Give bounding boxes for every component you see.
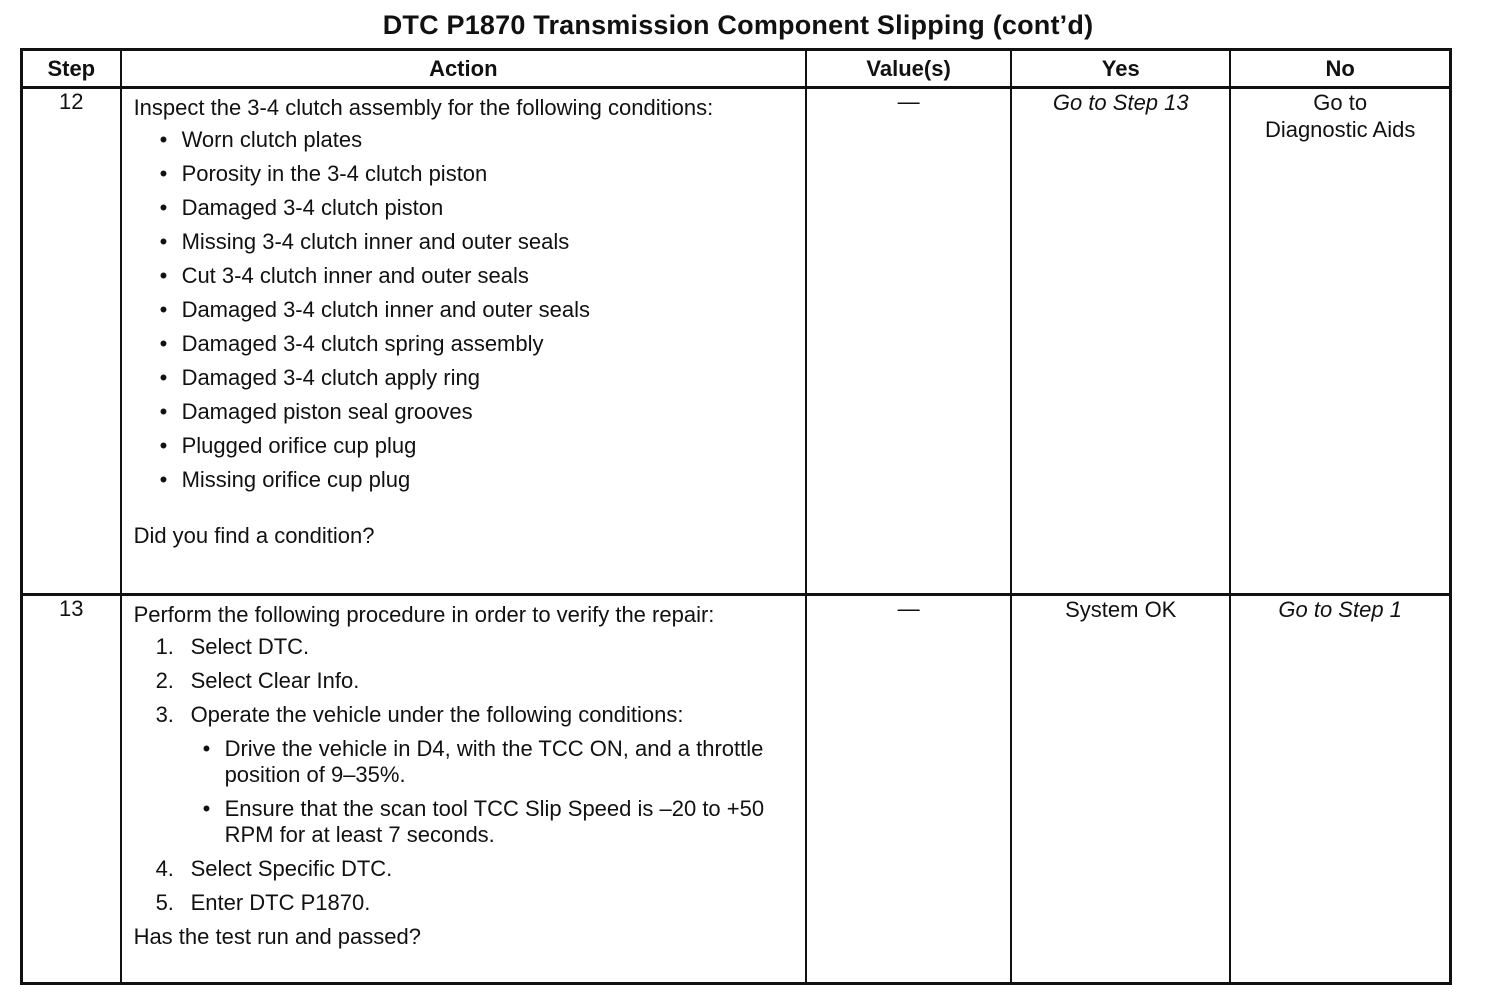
step-index: 5. (155, 890, 174, 915)
list-item: • Ensure that the scan tool TCC Slip Speed is –20 to +50 RPM for at least 7 seconds. (202, 796, 765, 847)
bullet-icon: • (159, 297, 168, 322)
list-item: • Damaged 3-4 clutch spring assembly (159, 331, 544, 356)
bullet-icon: • (159, 127, 168, 152)
list-item: 5. Enter DTC P1870. (155, 890, 371, 915)
list-item: • Drive the vehicle in D4, with the TCC ON, and a throttle position of 9–35%. (202, 736, 764, 787)
list-item: • Damaged piston seal grooves (159, 399, 473, 424)
bullet-icon: • (159, 399, 168, 424)
list-item: • Missing 3-4 clutch inner and outer seals (159, 229, 570, 254)
action-cell (121, 88, 806, 595)
action-question: Has the test run and passed? (133, 924, 421, 949)
step-number: 12 (22, 88, 121, 595)
step-index: 3. (155, 702, 174, 727)
condition-list (134, 127, 795, 493)
procedure-list (134, 634, 795, 916)
table-row-step-12 (22, 88, 1451, 595)
condition-sublist (191, 736, 795, 848)
bullet-icon: • (159, 467, 168, 492)
list-item: 1. Select DTC. (155, 634, 310, 659)
list-item: • Worn clutch plates (159, 127, 363, 152)
action-question: Did you find a condition? (133, 523, 375, 548)
yes-cell: Go to Step 13 (1011, 88, 1230, 595)
no-cell (1230, 88, 1450, 595)
no-line-2: Diagnostic Aids (1264, 117, 1416, 142)
list-item: 4. Select Specific DTC. (155, 856, 393, 881)
yes-cell: System OK (1011, 595, 1230, 984)
header-no: No (1230, 50, 1450, 88)
list-item: 2. Select Clear Info. (155, 668, 360, 693)
header-step: Step (22, 50, 121, 88)
diagnostic-table (20, 48, 1452, 985)
bullet-icon: • (159, 229, 168, 254)
list-item: • Damaged 3-4 clutch piston (159, 195, 444, 220)
action-cell (121, 595, 806, 984)
header-values: Value(s) (806, 50, 1011, 88)
action-intro: Perform the following procedure in order to verify the repair: (133, 602, 715, 627)
bullet-icon: • (159, 195, 168, 220)
value-cell: — (806, 88, 1011, 595)
step-index: 2. (155, 668, 174, 693)
bullet-icon: • (159, 161, 168, 186)
table-row-step-13 (22, 595, 1451, 984)
step-index: 1. (155, 634, 174, 659)
bullet-icon: • (159, 365, 168, 390)
list-item: • Porosity in the 3-4 clutch piston (159, 161, 488, 186)
header-yes: Yes (1011, 50, 1230, 88)
header-action: Action (121, 50, 806, 88)
bullet-icon: • (159, 433, 168, 458)
step-number: 13 (22, 595, 121, 984)
list-item: • Damaged 3-4 clutch apply ring (159, 365, 480, 390)
list-item: • Plugged orifice cup plug (159, 433, 417, 458)
bullet-icon: • (202, 736, 211, 761)
value-cell: — (806, 595, 1011, 984)
list-item: • Cut 3-4 clutch inner and outer seals (159, 263, 529, 288)
step-index: 4. (155, 856, 174, 881)
no-line-1: Go to (1313, 90, 1368, 115)
no-cell: Go to Step 1 (1230, 595, 1450, 984)
bullet-icon: • (202, 796, 211, 821)
action-intro: Inspect the 3-4 clutch assembly for the following conditions: (133, 95, 714, 120)
list-item: 3. Operate the vehicle under the following conditions: • Drive the vehicle in D4, with the TCC ON, and a throttle position of 9–35%. • Ensure that the scan tool TCC Slip Speed is –20 to +50 RPM for at least 7 seconds. (156, 702, 795, 848)
bullet-icon: • (159, 263, 168, 288)
header-row (22, 50, 1451, 88)
bullet-icon: • (159, 331, 168, 356)
list-item: • Missing orifice cup plug (159, 467, 411, 492)
document-title: DTC P1870 Transmission Component Slipping (cont’d) (382, 10, 1094, 40)
list-item: • Damaged 3-4 clutch inner and outer seals (159, 297, 591, 322)
